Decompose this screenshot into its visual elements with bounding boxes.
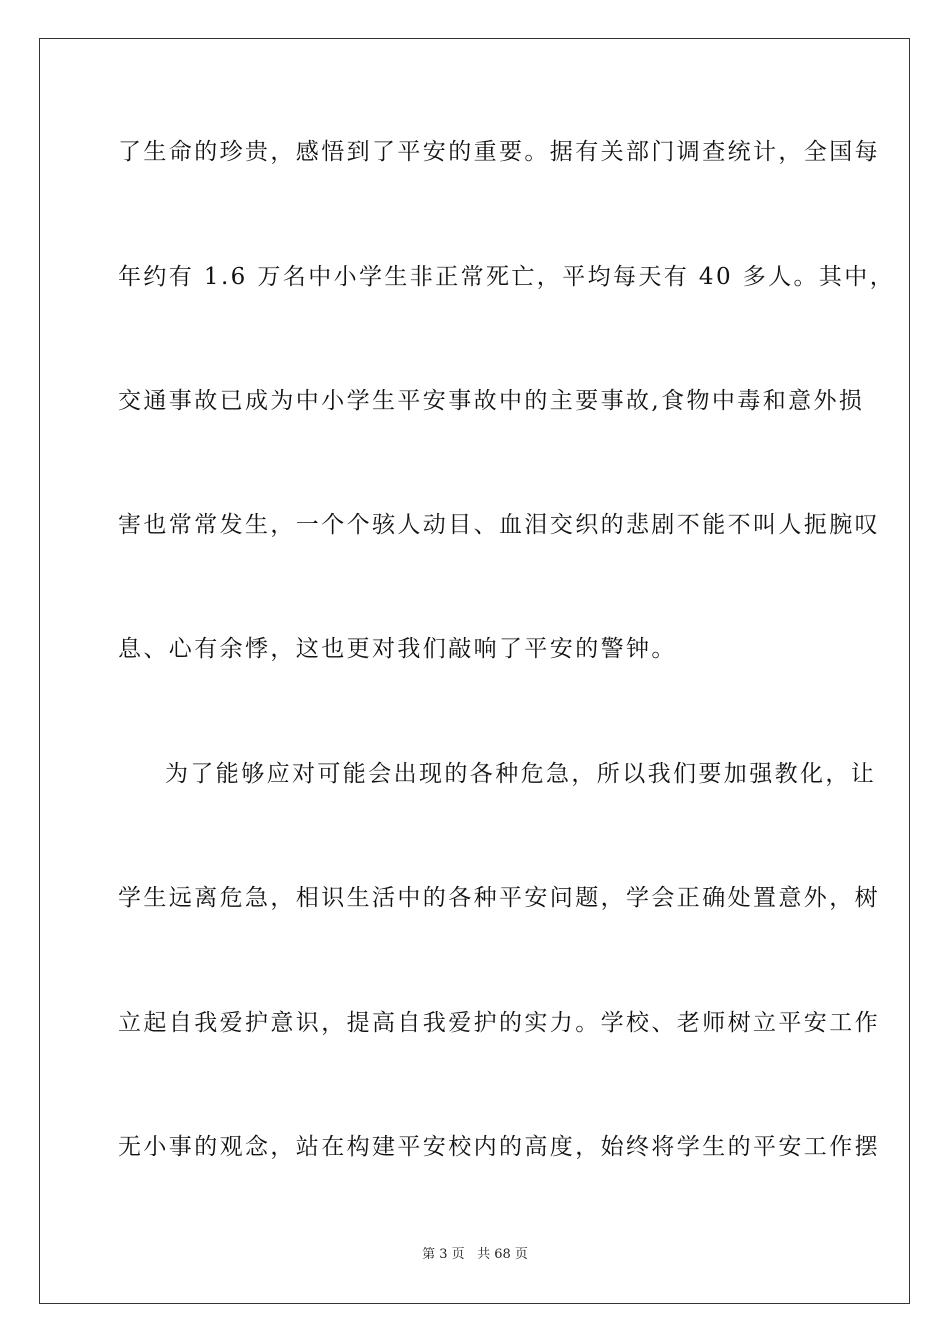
page-border — [39, 38, 910, 1304]
paragraph-2-line-3: 立起自我爱护意识，提高自我爱护的实力。学校、老师树立平安工作 — [118, 1010, 880, 1036]
paragraph-2-line-1: 为了能够应对可能会出现的各种危急，所以我们要加强教化，让 — [165, 761, 877, 787]
paragraph-2-line-2: 学生远离危急，相识生活中的各种平安问题，学会正确处置意外，树 — [118, 885, 880, 911]
text-line-3: 交通事故已成为中小学生平安事故中的主要事故,食物中毒和意外损 — [118, 388, 865, 414]
page-number: 第 3 页 — [422, 1247, 465, 1262]
total-pages: 共 68 页 — [477, 1247, 528, 1262]
paragraph-2-line-4: 无小事的观念，站在构建平安校内的高度，始终将学生的平安工作摆 — [118, 1134, 880, 1160]
text-line-4: 害也常常发生，一个个骇人动目、血泪交织的悲剧不能不叫人扼腕叹 — [118, 512, 880, 538]
text-line-5: 息、心有余悸，这也更对我们敲响了平安的警钟。 — [118, 636, 677, 662]
page-footer — [0, 1247, 950, 1263]
text-line-2: 年约有 1.6 万名中小学生非正常死亡，平均每天有 40 多人。其中， — [118, 264, 896, 290]
text-line-1: 了生命的珍贵，感悟到了平安的重要。据有关部门调查统计，全国每 — [118, 139, 880, 165]
